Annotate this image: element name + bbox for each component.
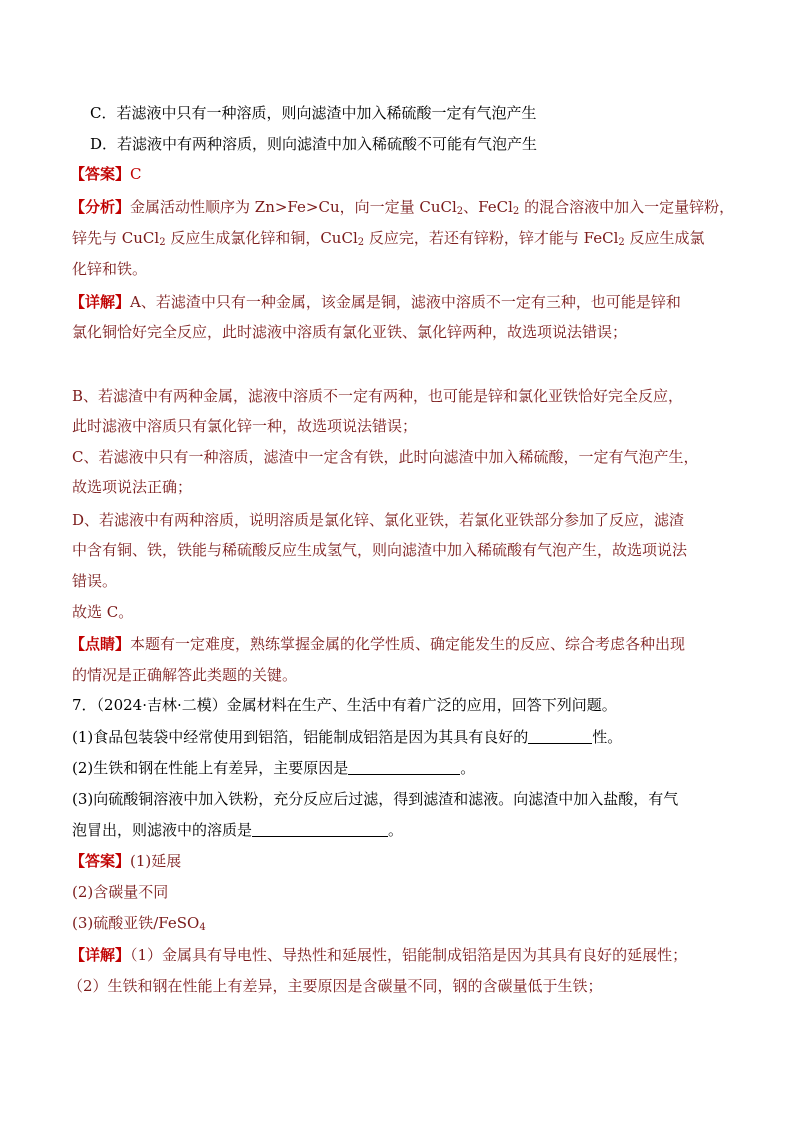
q7-answer-line-2: (2)含碳量不同 <box>72 883 169 901</box>
q7-part-3-line-2: 泡冒出，则滤液中的溶质是 。 <box>72 821 404 839</box>
q6-detail-b2: 此时滤液中溶质只有氯化锌一种，故选项说法错误； <box>72 417 418 435</box>
q7-detail-line-2: （2）生铁和钢在性能上有差异，主要原因是含碳量不同，钢的含碳量低于生铁； <box>68 977 603 995</box>
blank-1 <box>528 728 592 744</box>
q6-detail-c2: 故选项说法正确； <box>72 478 193 496</box>
blank-3 <box>252 821 388 837</box>
q6-analysis-line-1: 【分析】金属活动性顺序为 Zn>Fe>Cu，向一定量 CuCl$_2$、FeCl$_2$ 的混合溶液中加入一定量锌粉， <box>70 198 735 217</box>
q6-choose: 故选 C。 <box>72 603 134 621</box>
q6-detail-d2: 中含有铜、铁，铁能与稀硫酸反应生成氢气，则向滤渣中加入稀硫酸有气泡产生，故选项说法 <box>72 541 688 559</box>
q6-comment-line-2: 的情况是正确解答此类题的关键。 <box>72 666 298 684</box>
q6-detail-d3: 错误。 <box>72 572 118 590</box>
q6-analysis-line-3: 化锌和铁。 <box>72 260 148 278</box>
q7-stem: 7．（2024·吉林·二模）金属材料在生产、生活中有着广泛的应用，回答下列问题。 <box>72 696 617 714</box>
q6-analysis-line-2: 锌先与 CuCl$_2$ 反应生成氯化锌和铜，CuCl$_2$ 反应完，若还有锌粉，锌才能与 FeCl$_2$ 反应生成氯 <box>72 229 705 248</box>
answer-label: 【答案】 <box>70 165 131 183</box>
q6-detail-a1: 【详解】A、若滤渣中只有一种金属，该金属是铜，滤液中溶质不一定有三种，也可能是锌和 <box>70 293 681 311</box>
q6-detail-b1: B、若滤渣中有两种金属，滤液中溶质不一定有两种，也可能是锌和氯化亚铁恰好完全反应， <box>72 387 684 405</box>
comment-label: 【点睛】 <box>70 635 131 653</box>
q7-part-2: (2)生铁和钢在性能上有差异，主要原因是 。 <box>72 759 476 777</box>
q7-part-3-line-1: (3)向硫酸铜溶液中加入铁粉，充分反应后过滤，得到滤渣和滤液。向滤渣中加入盐酸，有气 <box>72 790 679 808</box>
option-c: C．若滤液中只有一种溶质，则向滤渣中加入稀硫酸一定有气泡产生 <box>90 104 537 122</box>
q7-detail-label: 【详解】 <box>70 946 131 964</box>
q6-answer <box>70 164 142 184</box>
q7-answer-line-3: (3)硫酸亚铁/FeSO$_4$ <box>72 914 206 933</box>
detail-label: 【详解】 <box>70 293 131 311</box>
q6-detail-a2: 氯化铜恰好完全反应，此时滤液中溶质有氯化亚铁、氯化锌两种，故选项说法错误； <box>72 323 628 341</box>
blank-2 <box>348 759 460 775</box>
q6-detail-c1: C、若滤液中只有一种溶质，滤渣中一定含有铁，此时向滤渣中加入稀硫酸，一定有气泡产生， <box>72 448 699 466</box>
analysis-label: 【分析】 <box>70 198 131 216</box>
option-d: D．若滤液中有两种溶质，则向滤渣中加入稀硫酸不可能有气泡产生 <box>90 135 538 153</box>
answer-value: C <box>130 165 142 183</box>
q6-detail-d1: D、若滤液中有两种溶质，说明溶质是氯化锌、氯化亚铁，若氯化亚铁部分参加了反应，滤渣 <box>72 511 685 529</box>
q7-answer-label: 【答案】 <box>70 852 131 870</box>
q6-comment-line-1: 【点睛】本题有一定难度，熟练掌握金属的化学性质、确定能发生的反应、综合考虑各种出现 <box>70 635 686 653</box>
q7-detail-line-1: 【详解】（1）金属具有导电性、导热性和延展性，铝能制成铝箔是因为其具有良好的延展性； <box>70 946 688 964</box>
q7-answer-line-1: 【答案】(1)延展 <box>70 852 182 870</box>
q7-part-1: (1)食品包装袋中经常使用到铝箔，铝能制成铝箔是因为其具有良好的 性。 <box>72 728 623 746</box>
